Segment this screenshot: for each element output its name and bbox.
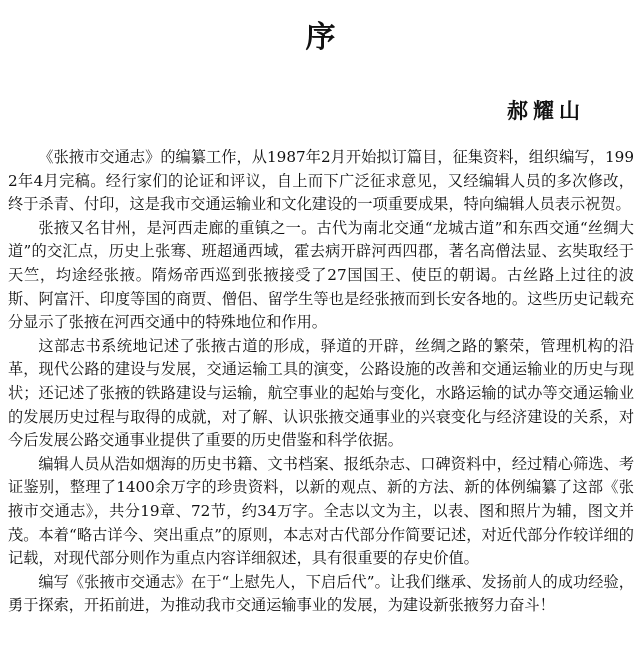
paragraph-4: 编辑人员从浩如烟海的历史书籍、文书档案、报纸杂志、口碑资料中，经过精心筛选、考证鉴别，整理了1400余万字的珍贵资料，以新的观点、新的方法、新的体例编纂了这部《张掖市交通志》，共分19章、72节，约34万字。全志以文为主，以表、图和照片为辅，图文并茂。本着“略古详今、突出重点”的原则，本志对古代部分作简要记述，对近代部分作较详细的记载，对现代部分则作为重点内容详细叙述，具有很重要的存史价值。 bbox=[8, 454, 634, 568]
paragraph-2: 张掖又名甘州，是河西走廊的重镇之一。古代为南北交通“龙城古道”和东西交通“丝绸大道”的交汇点，历史上张骞、班超通西域，霍去病开辟河西四郡，著名高僧法显、玄奘取经于天竺，均途经张掖。隋炀帝西巡到张掖接受了27国国王、使臣的朝谒。古丝路上过往的波斯、阿富汗、印度等国的商贾、僧侣、留学生等也是经张掖而到长安各地的。这些历史记载充分显示了张掖在河西交通中的特殊地位和作用。 bbox=[8, 218, 634, 332]
preface-title: 序 bbox=[305, 20, 338, 55]
preface-body bbox=[8, 146, 634, 618]
author-name: 郝耀山 bbox=[507, 98, 585, 123]
paragraph-1: 《张掖市交通志》的编纂工作，从1987年2月开始拟订篇目，征集资料，组织编写，1992年4月完稿。经行家们的论证和评议，自上而下广泛征求意见，又经编辑人员的多次修改，终于杀青、付印，这是我市交通运输业和文化建设的一项重要成果，特向编辑人员表示祝贺。 bbox=[8, 148, 634, 214]
paragraph-3: 这部志书系统地记述了张掖古道的形成，驿道的开辟，丝绸之路的繁荣，管理机构的沿革，现代公路的建设与发展，交通运输工具的演变，公路设施的改善和交通运输业的历史与现状；还记述了张掖的铁路建设与运输，航空事业的起始与变化，水路运输的试办等交通运输业的发展历史过程与取得的成就，对了解、认识张掖交通事业的兴衰变化与经济建设的关系，对今后发展公路交通事业提供了重要的历史借鉴和科学依据。 bbox=[8, 336, 634, 450]
paragraph-5: 编写《张掖市交通志》在于“上慰先人，下启后代”。让我们继承、发扬前人的成功经验，勇于探索，开拓前进，为推动我市交通运输事业的发展，为建设新张掖努力奋斗！ bbox=[8, 572, 634, 615]
